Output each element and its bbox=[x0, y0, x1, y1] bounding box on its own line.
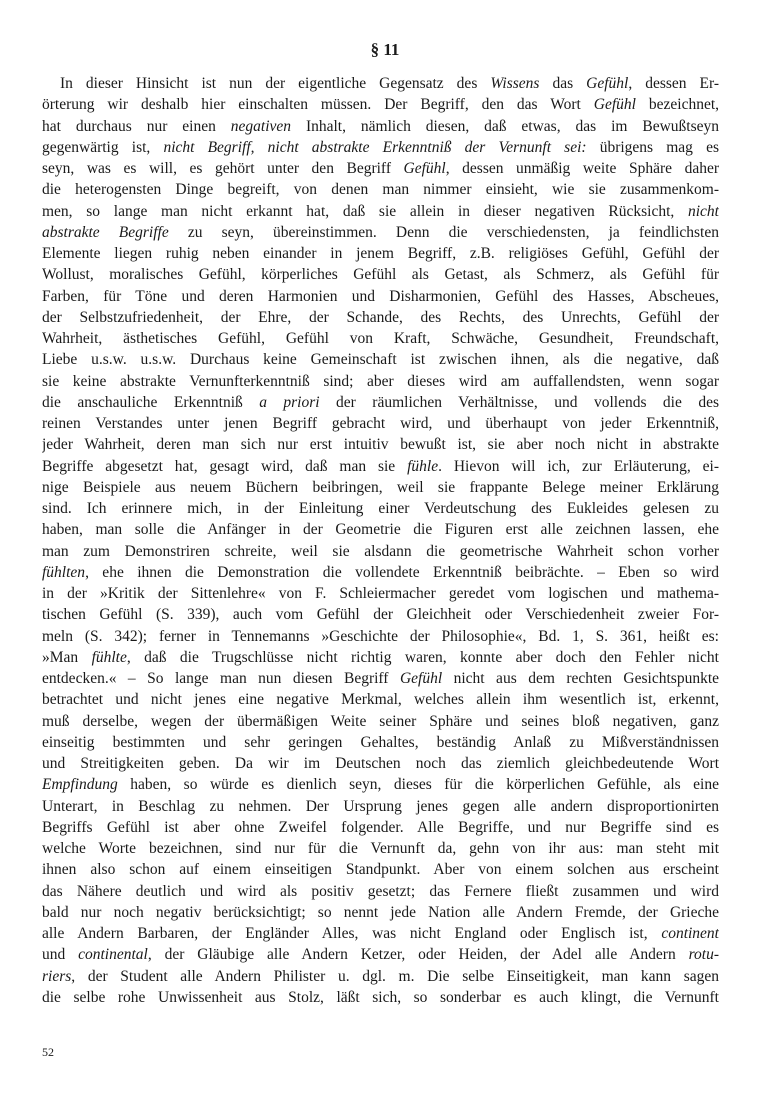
text-line: Wahrheit, ästhetisches Gefühl, Gefühl von Kraft, Schwäche, Gesundheit, Freundschaft, bbox=[42, 330, 719, 347]
text-line: meln (S. 342); ferner in Tennemanns »Geschichte der Philosophie«, Bd. 1, S. 361, heißt es: bbox=[42, 627, 719, 645]
text-line: betrachtet und nicht jenes eine negative Merkmal, welches allein ihm wesentlich ist, erkennt, bbox=[42, 691, 719, 709]
text-line: haben, man solle die Anfänger in der Geometrie die Figuren erst alle zeichnen lassen, ehe bbox=[42, 521, 719, 539]
text-line: »Man fühlte, daß die Trugschlüsse nicht richtig waren, konnte aber doch den Fehler nicht bbox=[42, 648, 719, 666]
text-line: ihnen also schon auf einem einseitigen Standpunkt. Aber von einem solchen aus erscheint bbox=[42, 861, 719, 879]
text-line: und continental, der Gläubige alle Andern Ketzer, oder Heiden, der Adel alle Andern rotu- bbox=[42, 946, 719, 964]
text-line: und Streitigkeiten geben. Da wir im Deutschen noch das ziemlich gleichbedeutende Wort bbox=[42, 755, 719, 772]
text-line: örterung wir deshalb hier einschalten müssen. Der Begriff, den das Wort Gefühl bezeichnet, bbox=[42, 96, 719, 114]
text-line: riers, der Student alle Andern Philister u. dgl. m. Die selbe Einseitigkeit, man kann sagen bbox=[42, 967, 719, 985]
text-line: man zum Demonstriren schreite, weil sie alsdann die geometrische Wahrheit schon vorher bbox=[42, 542, 719, 560]
text-line: seyn, was es will, es gehört unter den Begriff Gefühl, dessen unmäßig weite Sphäre daher bbox=[42, 160, 719, 177]
text-line: hat durchaus nur einen negativen Inhalt, nämlich diesen, daß etwas, das im Bewußtseyn bbox=[42, 117, 719, 135]
text-line: Liebe u.s.w. u.s.w. Durchaus keine Gemeinschaft ist zwischen ihnen, als die negative, daß bbox=[42, 351, 719, 369]
text-line: Unterart, in Beschlag zu nehmen. Der Ursprung jenes gegen alle andern disproportionirten bbox=[42, 797, 719, 815]
text-line: gegenwärtig ist, nicht Begriff, nicht abstrakte Erkenntniß der Vernunft sei: übrigens mag es bbox=[42, 138, 719, 156]
text-line: welche Worte bezeichnen, sind nur für die Vernunft da, gehn von ihr aus: man steht mit bbox=[42, 840, 719, 857]
text-line: Begriffe abgesetzt hat, gesagt wird, daß man sie fühle. Hievon will ich, zur Erläuterung, ei- bbox=[42, 457, 719, 475]
text-line: die selbe rohe Unwissenheit aus Stolz, läßt sich, so sonderbar es auch klingt, die Vernunft bbox=[42, 988, 719, 1006]
text-line: Farben, für Töne und deren Harmonien und Disharmonien, Gefühl des Hasses, Abscheues, bbox=[42, 287, 719, 305]
text-line: in der »Kritik der Sittenlehre« von F. Schleiermacher geredet vom logischen und mathema- bbox=[42, 585, 719, 602]
text-line: die heterogensten Dinge begreift, von denen man nimmer einsieht, wie sie zusammenkom- bbox=[42, 181, 719, 199]
text-line: Begriffs Gefühl ist aber ohne Zweifel folgender. Alle Begriffe, und nur Begriffe sind es bbox=[42, 818, 719, 836]
text-line: tischen Gefühl (S. 339), auch vom Gefühl der Gleichheit oder Verschiedenheit zweier For- bbox=[42, 606, 719, 624]
text-line: die anschauliche Erkenntniß a priori der räumlichen Verhältnisse, und vollends die des bbox=[42, 393, 719, 411]
text-line: abstrakte Begriffe zu seyn, übereinstimmen. Denn die verschiedensten, ja feindlichsten bbox=[42, 223, 719, 241]
page-number: 52 bbox=[42, 1045, 54, 1059]
text-line: bald nur noch negativ berücksichtigt; so nennt jede Nation alle Andern Fremde, der Grieche bbox=[42, 903, 719, 921]
text-line: men, so lange man nicht erkannt hat, daß sie allein in dieser negativen Rücksicht, nicht bbox=[42, 202, 719, 220]
text-line: entdecken.« – So lange man nun diesen Begriff Gefühl nicht aus dem rechten Gesichtspunkte bbox=[42, 670, 719, 687]
text-line: muß derselbe, wegen der übermäßigen Weite seiner Sphäre und seines bloß negativen, ganz bbox=[42, 712, 719, 730]
text-line: einseitig bestimmten und sehr geringen Gehaltes, beständig Anlaß zu Mißverständnissen bbox=[42, 733, 719, 751]
text-line: reinen Verstandes unter jenen Begriff gebracht wird, und überhaupt von jeder Erkenntniß, bbox=[42, 415, 719, 432]
text-line: sie keine abstrakte Vernunfterkenntniß sind; aber dieses wird am auffallendsten, wenn sogar bbox=[42, 372, 719, 390]
text-line: In dieser Hinsicht ist nun der eigentliche Gegensatz des Wissens das Gefühl, dessen Er- bbox=[60, 75, 719, 92]
text-line: Empfindung haben, so würde es dienlich seyn, dieses für die körperlichen Gefühle, als eine bbox=[42, 776, 719, 794]
body-text bbox=[42, 73, 719, 1008]
text-line: jeder Wahrheit, deren man sich nur erst intuitiv bewußt ist, sie aber noch nicht in abstrakte bbox=[42, 436, 719, 454]
text-line: sind. Ich erinnere mich, in der Einleitung einer Verdeutschung des Eukleides gelesen zu bbox=[42, 500, 719, 517]
text-line: fühlten, ehe ihnen die Demonstration die vollendete Erkenntniß beibrächte. – Eben so wird bbox=[42, 563, 719, 581]
text-line: alle Andern Barbaren, der Engländer Alles, was nicht England oder Englisch ist, continent bbox=[42, 925, 719, 942]
text-line: das Nähere deutlich und wird als positiv gesetzt; das Fernere fließt zusammen und wird bbox=[42, 882, 719, 900]
text-line: der Selbstzufriedenheit, der Ehre, der Schande, des Rechts, des Unrechts, Gefühl der bbox=[42, 308, 719, 326]
section-heading: § 11 bbox=[370, 40, 400, 59]
text-line: Elemente liegen ruhig neben einander in jenem Begriff, z.B. religiöses Gefühl, Gefühl der bbox=[42, 245, 719, 262]
text-line: nige Beispiele aus neuem Büchern beibringen, weil sie frappante Belege meiner Erklärung bbox=[42, 478, 719, 496]
text-line: Wollust, moralisches Gefühl, körperliches Gefühl als Getast, als Schmerz, als Gefühl für bbox=[42, 266, 719, 284]
